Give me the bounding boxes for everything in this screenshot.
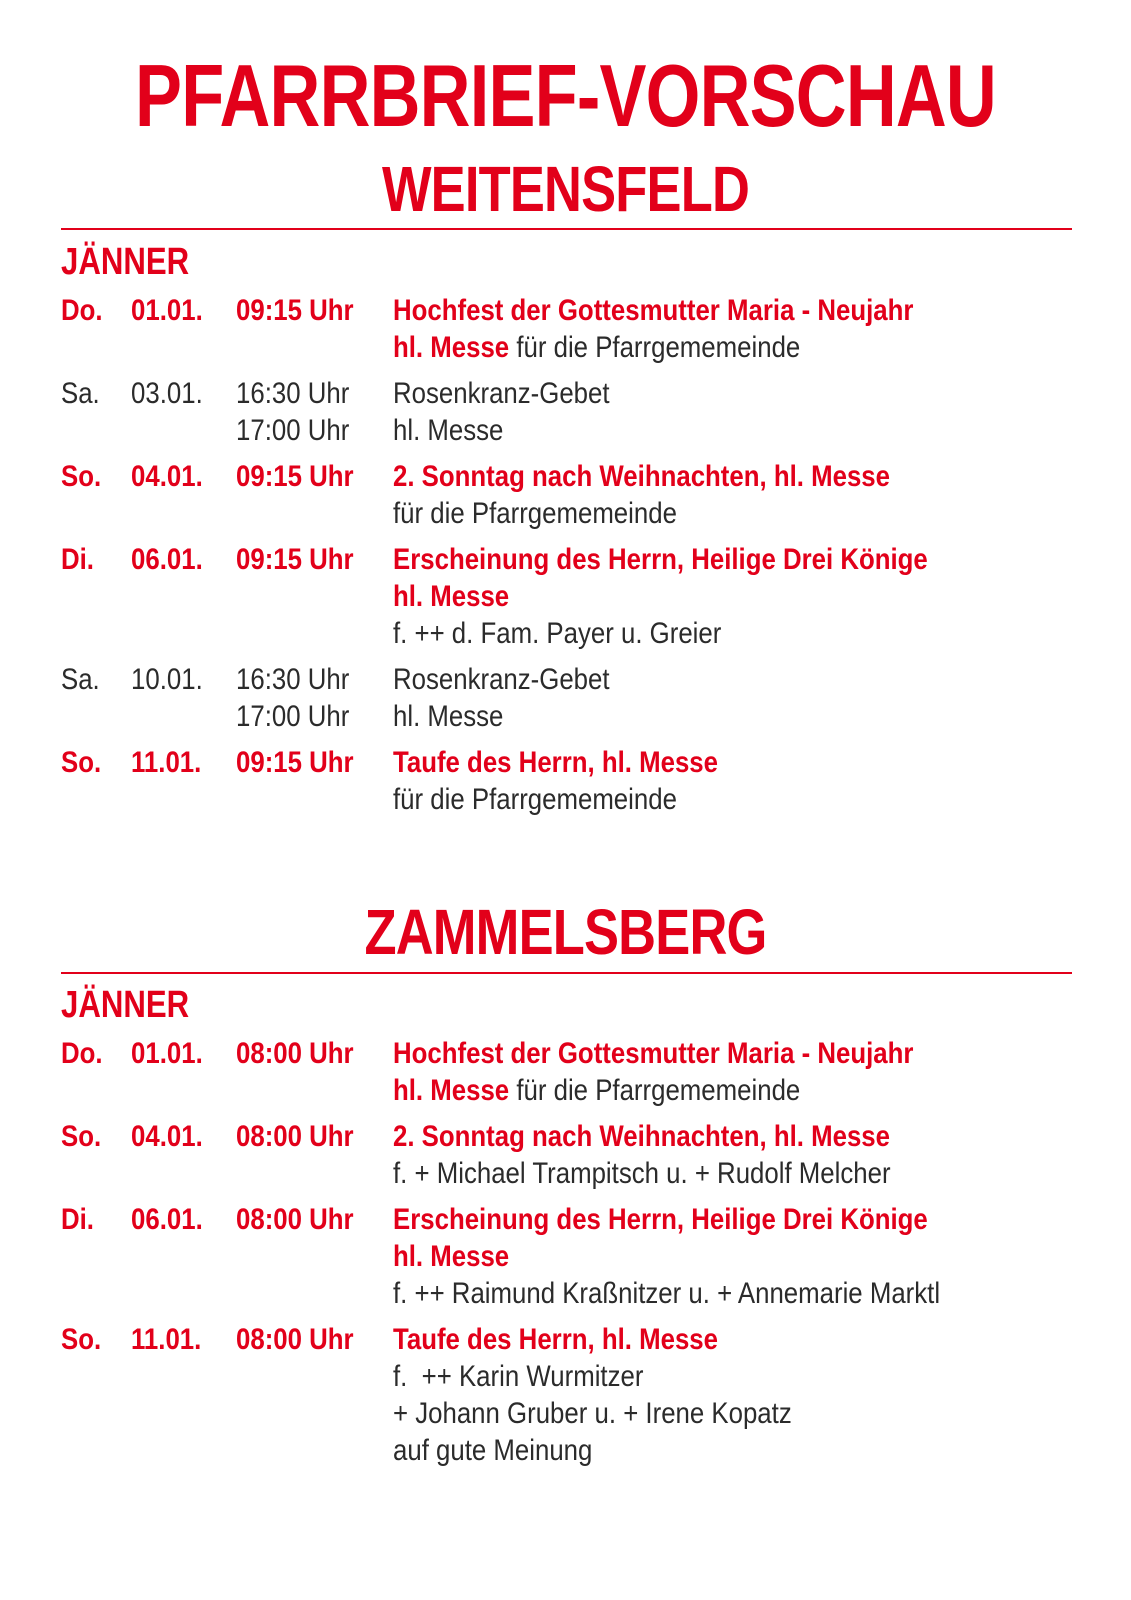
entry-date: 11.01. xyxy=(131,746,202,779)
entry-line xyxy=(61,375,1072,412)
entry-day: Di. xyxy=(61,1203,94,1236)
entry-note: für die Pfarrgememeinde xyxy=(509,331,801,364)
entry-description xyxy=(393,781,677,818)
entry-description xyxy=(393,1321,718,1358)
entry-line xyxy=(61,541,1072,578)
entry-title: Erscheinung des Herrn, Heilige Drei Könige xyxy=(393,543,928,576)
entry-title: Erscheinung des Herrn, Heilige Drei Könige xyxy=(393,1203,928,1236)
entry-description xyxy=(393,375,610,412)
entry-note: hl. Messe xyxy=(393,700,504,733)
entry-description xyxy=(393,412,503,449)
entry-title: hl. Messe xyxy=(393,580,510,613)
entry-line xyxy=(61,1395,1072,1432)
schedule-zammelsberg xyxy=(61,983,1072,1478)
entry-note: f. ++ Raimund Kraßnitzer u. + Annemarie Marktl xyxy=(393,1277,941,1310)
entry-date: 11.01. xyxy=(131,1323,202,1356)
entry-day: So. xyxy=(61,1323,102,1356)
entry-date: 04.01. xyxy=(131,1120,203,1153)
entry-day: Do. xyxy=(61,294,103,327)
entry-day: Do. xyxy=(61,1037,103,1070)
entry-time: 08:00 Uhr xyxy=(236,1203,354,1236)
entry-time: 08:00 Uhr xyxy=(236,1323,354,1356)
entry-title: Taufe des Herrn, hl. Messe xyxy=(393,1323,718,1356)
page-title: PFARRBRIEF-VORSCHAU xyxy=(135,46,996,145)
entry-title: hl. Messe xyxy=(393,1240,510,1273)
entry-line xyxy=(61,1072,1072,1109)
entry-line xyxy=(61,1275,1072,1312)
entry-line xyxy=(61,329,1072,366)
entry-title: Taufe des Herrn, hl. Messe xyxy=(393,746,718,779)
entry-date: 06.01. xyxy=(131,1203,203,1236)
schedule-entry xyxy=(61,661,1072,735)
entry-note: auf gute Meinung xyxy=(393,1434,593,1467)
entry-time: 08:00 Uhr xyxy=(236,1037,354,1070)
entry-day: Sa. xyxy=(61,377,100,410)
entry-day: Sa. xyxy=(61,663,100,696)
entry-description xyxy=(393,578,509,615)
entry-line xyxy=(61,1238,1072,1275)
entry-line xyxy=(61,1432,1072,1469)
entry-description xyxy=(393,615,721,652)
entry-time: 16:30 Uhr xyxy=(236,663,350,696)
entry-time: 09:15 Uhr xyxy=(236,294,354,327)
entry-note: für die Pfarrgememeinde xyxy=(393,783,677,816)
entry-description xyxy=(393,329,800,366)
entry-description xyxy=(393,495,677,532)
schedule-entry xyxy=(61,541,1072,652)
entry-note: für die Pfarrgememeinde xyxy=(509,1074,801,1107)
entry-date: 03.01. xyxy=(131,377,203,410)
entry-title: 2. Sonntag nach Weihnachten, hl. Messe xyxy=(393,460,890,493)
schedule-entry xyxy=(61,1118,1072,1192)
entry-line xyxy=(61,495,1072,532)
entry-description xyxy=(393,1072,800,1109)
entry-time: 16:30 Uhr xyxy=(236,377,350,410)
entry-line xyxy=(61,1321,1072,1358)
entry-day: So. xyxy=(61,1120,102,1153)
entry-title: Hochfest der Gottesmutter Maria - Neujahr xyxy=(393,1037,914,1070)
entry-description xyxy=(393,1395,792,1432)
entry-note: für die Pfarrgememeinde xyxy=(393,497,677,530)
entry-note: f. ++ Karin Wurmitzer xyxy=(393,1360,644,1393)
entry-line xyxy=(61,1358,1072,1395)
entry-time: 17:00 Uhr xyxy=(236,700,350,733)
month-heading: JÄNNER xyxy=(61,984,190,1026)
entry-note: Rosenkranz-Gebet xyxy=(393,377,610,410)
entry-line xyxy=(61,458,1072,495)
entry-date: 01.01. xyxy=(131,1037,203,1070)
entry-description xyxy=(393,1358,643,1395)
entry-day: So. xyxy=(61,460,102,493)
entry-description xyxy=(393,458,890,495)
entry-time: 08:00 Uhr xyxy=(236,1120,354,1153)
entry-line xyxy=(61,1155,1072,1192)
entry-time: 17:00 Uhr xyxy=(236,414,350,447)
entry-title: hl. Messe xyxy=(393,1074,510,1107)
entry-note: hl. Messe xyxy=(393,414,504,447)
entry-line xyxy=(61,698,1072,735)
schedule-entry xyxy=(61,292,1072,366)
entry-note: f. + Michael Trampitsch u. + Rudolf Melcher xyxy=(393,1157,891,1190)
entry-description xyxy=(393,1201,928,1238)
entry-date: 10.01. xyxy=(131,663,203,696)
schedule-entry xyxy=(61,458,1072,532)
divider xyxy=(61,228,1072,230)
entry-time: 09:15 Uhr xyxy=(236,460,354,493)
entry-note: + Johann Gruber u. + Irene Kopatz xyxy=(393,1397,792,1430)
entry-day: So. xyxy=(61,746,102,779)
entry-date: 01.01. xyxy=(131,294,203,327)
entry-line xyxy=(61,578,1072,615)
month-heading: JÄNNER xyxy=(61,241,190,283)
entry-note: Rosenkranz-Gebet xyxy=(393,663,610,696)
schedule-entry xyxy=(61,1035,1072,1109)
entry-description xyxy=(393,1238,509,1275)
entry-date: 04.01. xyxy=(131,460,203,493)
schedule-entry xyxy=(61,375,1072,449)
entry-time: 09:15 Uhr xyxy=(236,543,354,576)
divider xyxy=(61,972,1072,974)
entry-line xyxy=(61,661,1072,698)
schedule-entry xyxy=(61,1201,1072,1312)
schedule-weitensfeld xyxy=(61,240,1072,827)
section-heading-zammelsberg: ZAMMELSBERG xyxy=(364,896,767,968)
entry-description xyxy=(393,698,503,735)
entry-line xyxy=(61,292,1072,329)
entry-description xyxy=(393,1118,890,1155)
section-heading-weitensfeld: WEITENSFELD xyxy=(381,153,750,225)
entry-line xyxy=(61,1118,1072,1155)
entry-date: 06.01. xyxy=(131,543,203,576)
entry-line xyxy=(61,615,1072,652)
entry-time: 09:15 Uhr xyxy=(236,746,354,779)
entry-line xyxy=(61,1201,1072,1238)
entry-description xyxy=(393,1432,592,1469)
entry-line xyxy=(61,412,1072,449)
entry-description xyxy=(393,1275,940,1312)
entry-line xyxy=(61,744,1072,781)
entry-note: f. ++ d. Fam. Payer u. Greier xyxy=(393,617,722,650)
entry-title: Hochfest der Gottesmutter Maria - Neujahr xyxy=(393,294,914,327)
entry-description xyxy=(393,1035,913,1072)
entry-line xyxy=(61,781,1072,818)
schedule-entry xyxy=(61,1321,1072,1469)
entry-description xyxy=(393,541,928,578)
entry-description xyxy=(393,661,610,698)
entry-title: 2. Sonntag nach Weihnachten, hl. Messe xyxy=(393,1120,890,1153)
schedule-entry xyxy=(61,744,1072,818)
entry-line xyxy=(61,1035,1072,1072)
entry-day: Di. xyxy=(61,543,94,576)
entry-description xyxy=(393,292,913,329)
entry-title: hl. Messe xyxy=(393,331,510,364)
entry-description xyxy=(393,744,718,781)
entry-description xyxy=(393,1155,891,1192)
